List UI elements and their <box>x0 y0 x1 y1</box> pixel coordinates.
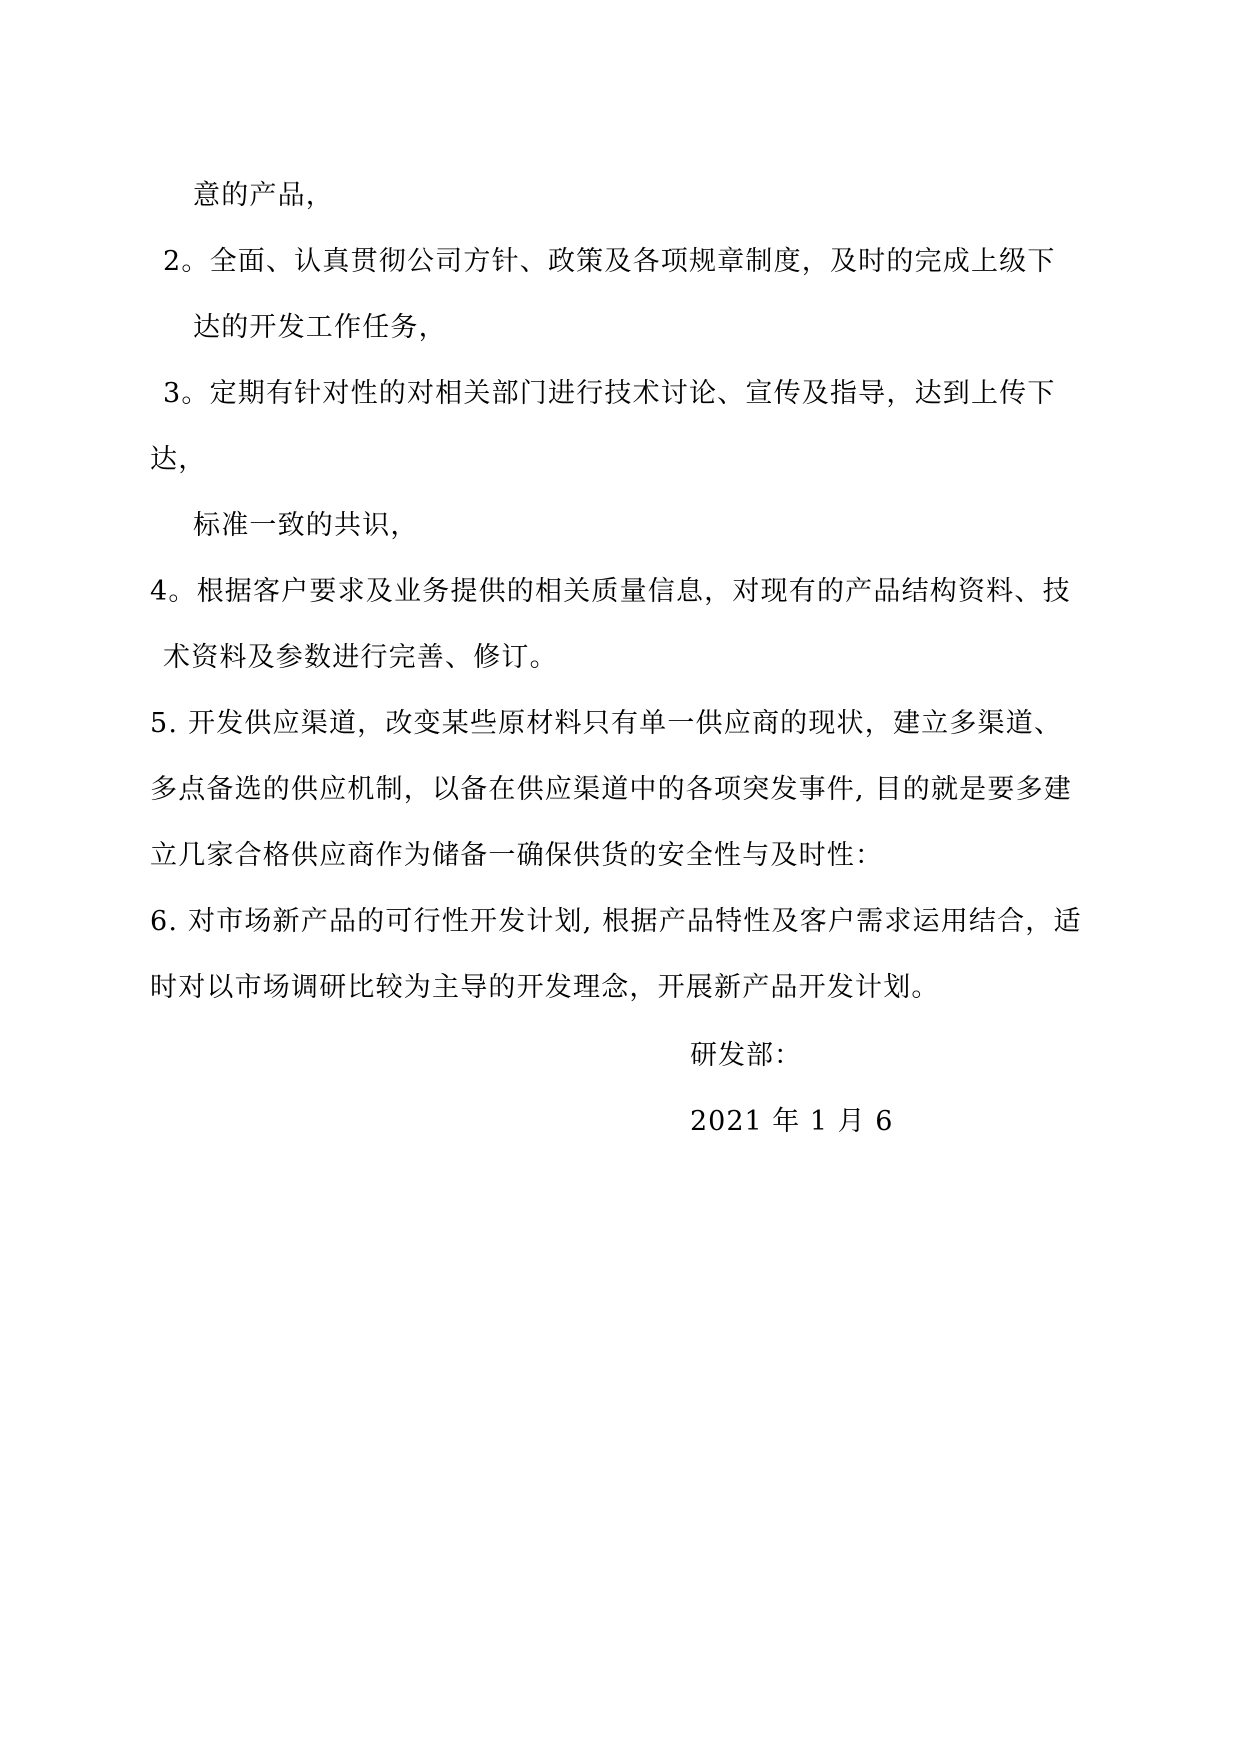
text-line-9: 5. 开发供应渠道，改变某些原材料只有单一供应商的现状，建立多渠道、 <box>150 708 1063 739</box>
text-line-5: 达， <box>150 444 207 475</box>
text-line-10: 多点备选的供应机制，以备在供应渠道中的各项突发事件, 目的就是要多建 <box>150 774 1072 805</box>
signature-date: 2021 年 1 月 6 <box>690 1106 894 1137</box>
text-line-12: 6. 对市场新产品的可行性开发计划, 根据产品特性及客户需求运用结合，适 <box>150 906 1082 937</box>
text-line-11: 立几家合格供应商作为储备一确保供货的安全性与及时性： <box>150 840 884 871</box>
text-line-7: 4。根据客户要求及业务提供的相关质量信息，对现有的产品结构资料、技 <box>150 576 1071 607</box>
text-line-6: 标准一致的共识， <box>193 510 419 541</box>
text-line-3: 达的开发工作任务， <box>193 312 447 343</box>
text-line-2: 2。全面、认真贯彻公司方针、政策及各项规章制度，及时的完成上级下 <box>163 246 1056 277</box>
signature-department: 研发部： <box>690 1040 802 1071</box>
text-line-4: 3。定期有针对性的对相关部门进行技术讨论、宣传及指导，达到上传下 <box>163 378 1056 409</box>
text-line-13: 时对以市场调研比较为主导的开发理念，开展新产品开发计划。 <box>150 972 940 1003</box>
text-line-1: 意的产品， <box>193 180 334 211</box>
text-line-8: 术资料及参数进行完善、修订。 <box>163 642 558 673</box>
